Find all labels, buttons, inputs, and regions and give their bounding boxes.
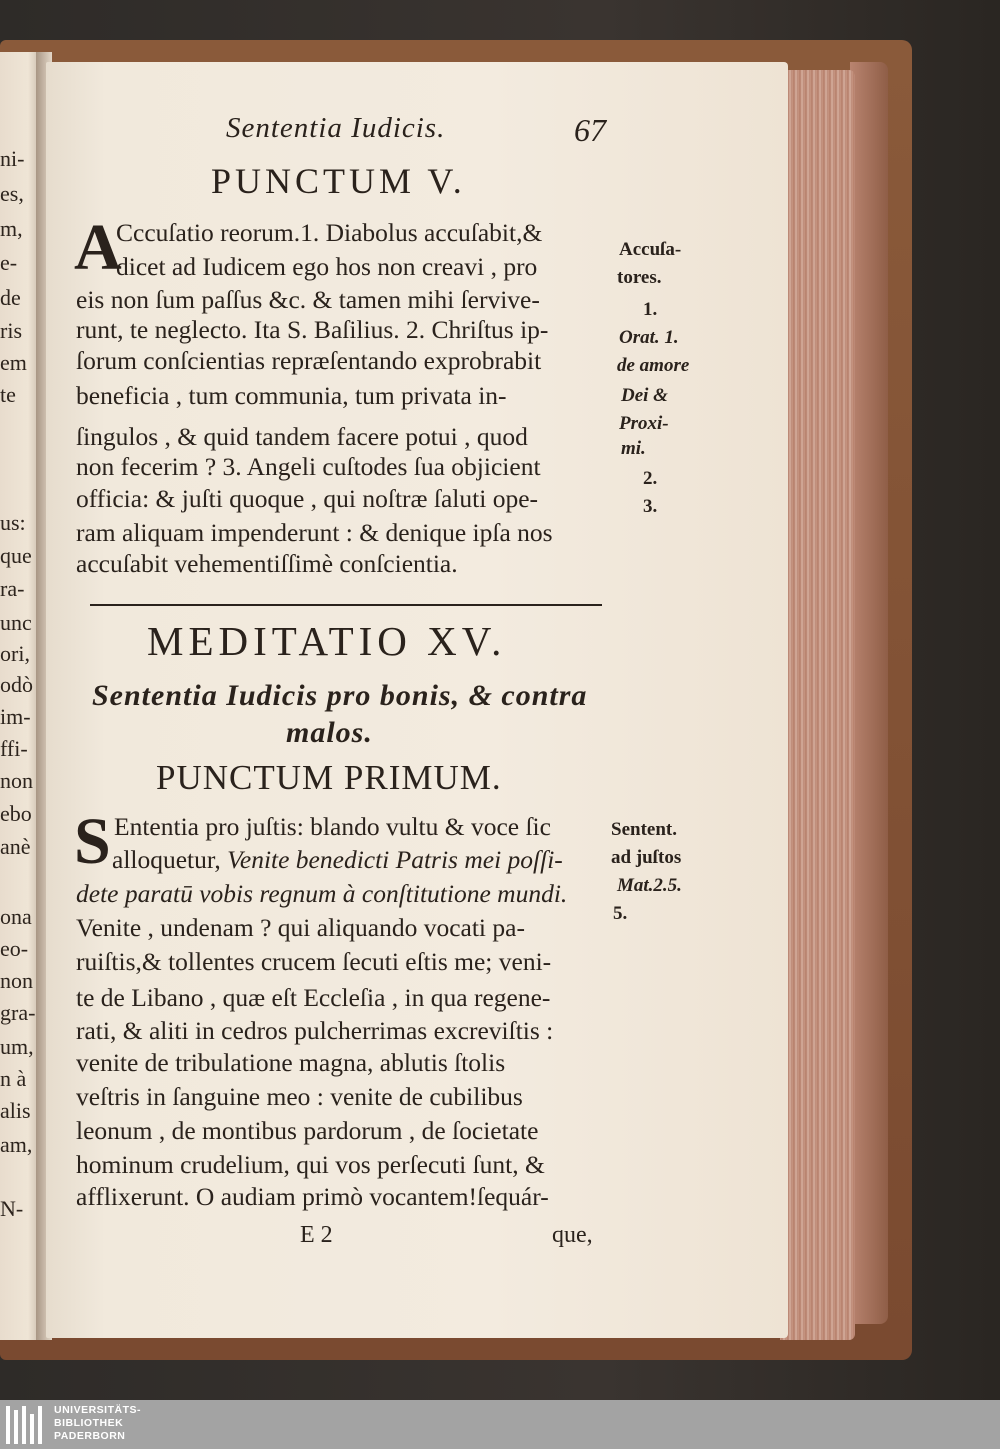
text-line: accuſabit vehementiſſimè conſcientia. [76,549,458,578]
text-line [112,845,563,875]
library-footer-bar [0,1400,1000,1449]
page-number: 67 [574,112,606,148]
text-line: Venite , undenam ? qui aliquando vocati pa- [76,913,525,942]
left-page-fragment: n à [0,1066,27,1091]
text-line: beneficia , tum communia, tum privata in- [76,381,507,410]
left-page-fragment: que [0,543,32,568]
margin-note: 3. [643,496,658,517]
page-fore-edge [780,70,855,1340]
section-divider [90,604,602,606]
left-page-fragment: ris [0,318,22,343]
left-page-fragment: alis [0,1098,31,1123]
text-line: te de Libano , quæ eſt Eccleſia , in qua regene- [76,983,551,1012]
margin-note: tores. [617,267,662,288]
margin-note: Orat. 1. [619,327,679,348]
library-name-line: PADERBORN [54,1430,126,1442]
margin-note: 1. [643,299,658,320]
margin-note: Proxi- [619,413,669,434]
left-page-fragment: te [0,382,16,407]
section-heading: PUNCTUM PRIMUM. [156,758,502,797]
text-line: ſingulos , & quid tandem facere potui , quod [76,422,528,451]
margin-note: Dei & [621,385,668,406]
text-roman: alloquetur, [112,845,228,874]
text-line: Cccuſatio reorum.1. Diabolus accuſabit,& [116,218,543,247]
text-line: rati, & aliti in cedros pulcherrimas excreviſtis : [76,1016,554,1045]
left-page-fragment: unc [0,610,32,635]
left-page-fragment: um, [0,1034,34,1059]
signature-mark: E 2 [300,1222,333,1248]
section-heading: PUNCTUM V. [211,161,466,201]
left-page-fragment: non [0,968,33,993]
left-page-fragment: ra- [0,576,25,601]
text-line: venite de tribulatione magna, ablutis ſtolis [76,1048,506,1077]
left-page-fragment: odò [0,672,33,697]
left-page-fragment: ona [0,904,32,929]
drop-cap: S [74,805,111,878]
margin-note: Accuſa- [619,239,682,260]
left-page-fragment: de [0,285,21,310]
running-title: Sententia Iudicis. [226,112,446,144]
library-name-line: UNIVERSITÄTS- [54,1404,142,1416]
left-page-fragment: us: [0,510,26,535]
library-name [54,1404,141,1443]
text-line: dicet ad Iudicem ego hos non creavi , pro [116,252,538,281]
left-page-fragment: ni- [0,146,25,171]
text-line: runt, te neglecto. Ita S. Baſilius. 2. Chriſtus ip- [76,315,549,344]
text-italic: Venite benedicti Patris mei poſſi- [227,845,563,874]
book-back-edge [850,62,888,1324]
left-page-fragment: am, [0,1132,33,1157]
meditation-subtitle: Sententia Iudicis pro bonis, & contra [92,679,588,712]
left-page [0,52,40,1340]
meditation-title: MEDITATIO XV. [147,618,507,664]
left-page-fragment: em [0,350,27,375]
left-page-fragment: es, [0,181,24,206]
left-page-fragment: m, [0,216,23,241]
text-line: ram aliquam impenderunt : & denique ipſa nos [76,518,553,547]
library-logo-icon [6,1406,46,1444]
margin-note: ad juſtos [611,847,682,868]
text-line: hominum crudelium, qui vos perſecuti ſunt, & [76,1150,545,1179]
left-page-fragment: ffi- [0,736,28,761]
left-page-fragment: im- [0,704,31,729]
margin-note: de amore [617,355,690,376]
margin-note: mi. [621,438,646,459]
text-line: veſtris in ſanguine meo : venite de cubilibus [76,1082,523,1111]
meditation-subtitle-cont: malos. [286,716,373,749]
left-page-fragment: N- [0,1196,24,1221]
text-line: eis non ſum paſſus &c. & tamen mihi ſervive- [76,285,540,314]
text-line: ſorum conſcientias repræſentando exprobrabit [76,346,542,375]
left-page-fragment: e- [0,250,18,275]
margin-note: Mat.2.5. [617,875,682,896]
text-line-italic: dete paratū vobis regnum à conſtitutione mundi. [76,879,568,908]
drop-cap: A [74,211,122,284]
left-page-fragment: ebo [0,801,32,826]
catchword: que, [552,1222,593,1248]
text-line: non fecerim ? 3. Angeli cuſtodes ſua objicient [76,452,541,481]
left-page-fragment: gra- [0,1000,36,1025]
left-page-fragment: non [0,768,33,793]
left-page-fragment: eo- [0,936,29,961]
library-name-line: BIBLIOTHEK [54,1417,124,1429]
left-page-fragment: ori, [0,641,30,666]
margin-note: Sentent. [611,819,677,840]
text-line: ruiſtis,& tollentes crucem ſecuti eſtis me; veni- [76,947,552,976]
left-page-fragment: anè [0,834,31,859]
text-line: officia: & juſti quoque , qui noſtræ ſaluti ope- [76,484,539,513]
text-line: Ententia pro juſtis: blando vultu & voce ſic [114,812,551,841]
text-line: leonum , de montibus pardorum , de ſocietate [76,1116,539,1145]
text-line: afflixerunt. O audiam primò vocantem!ſequár- [76,1182,549,1211]
margin-note: 2. [643,468,658,489]
margin-note: 5. [613,903,628,924]
